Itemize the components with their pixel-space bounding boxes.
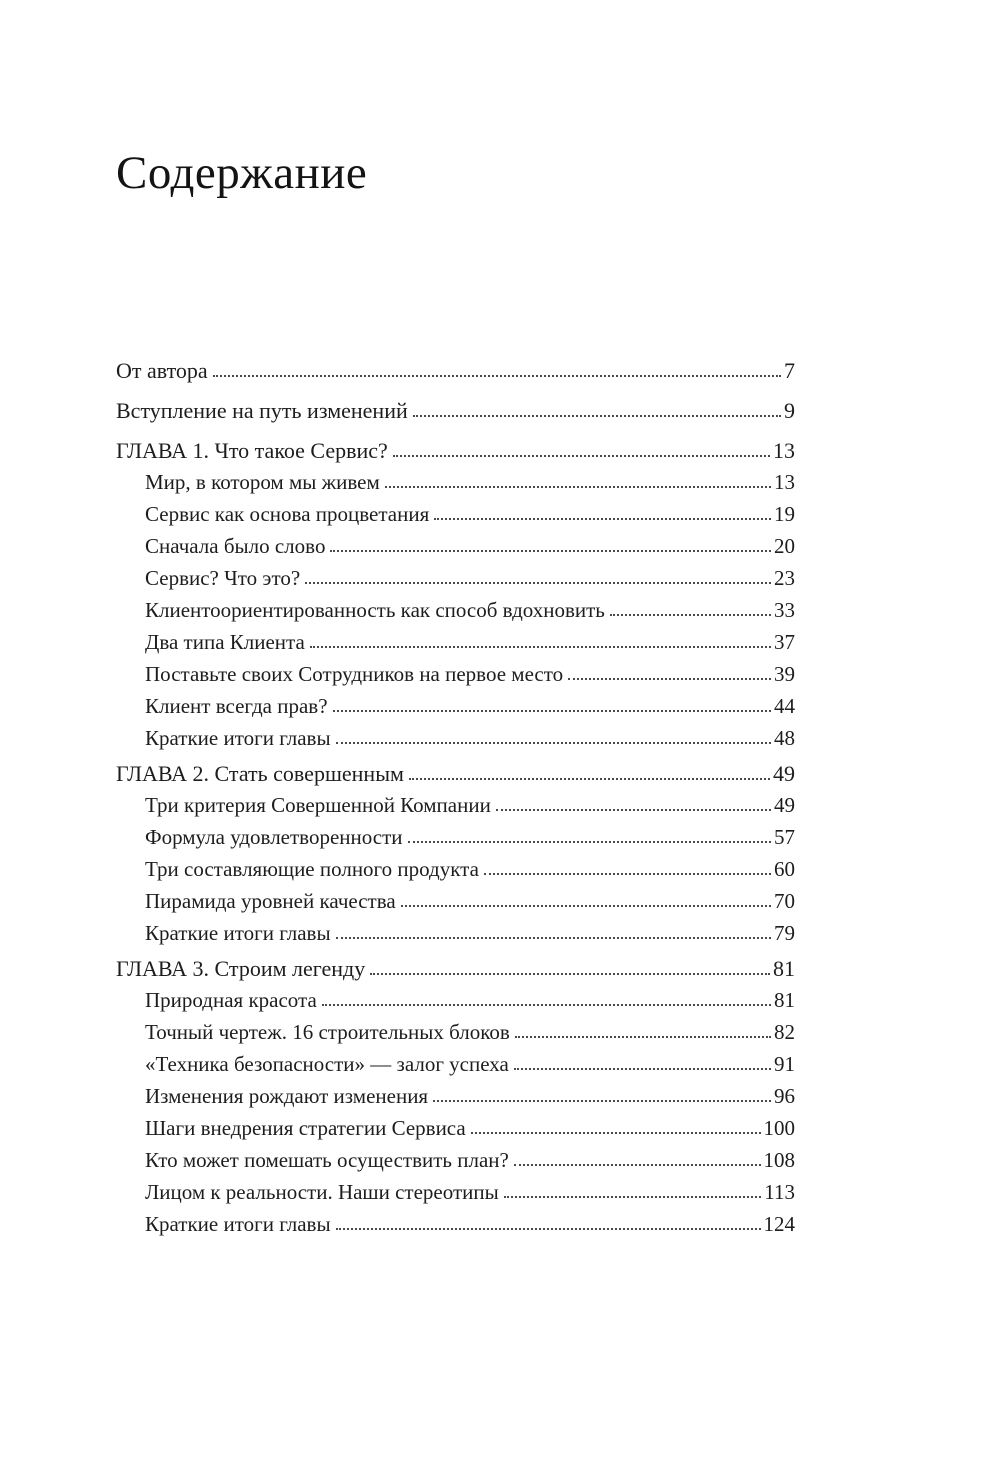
toc-entry <box>116 858 795 880</box>
toc-entry-page-number: 113 <box>764 1179 795 1204</box>
toc-entry-page-number: 108 <box>763 1147 795 1172</box>
toc-entry <box>116 794 795 816</box>
toc-entry-label: Три критерия Совершенной Компании <box>145 792 491 817</box>
toc-entry <box>116 1181 795 1203</box>
toc-entry-label: ГЛАВА 1. Что такое Сервис? <box>116 437 388 463</box>
toc-entry <box>116 399 795 422</box>
dot-leader <box>385 486 771 488</box>
toc-entry-label: Сначала было слово <box>145 533 326 558</box>
dot-leader <box>610 614 771 616</box>
toc-entry-label: Кто может помешать осуществить план? <box>145 1147 509 1172</box>
toc-entry-page-number: 96 <box>774 1083 795 1108</box>
toc-entry-page-number: 48 <box>774 725 795 750</box>
dot-leader <box>322 1004 771 1006</box>
toc-entry-label: Сервис как основа процветания <box>145 501 430 526</box>
dot-leader <box>433 1100 771 1102</box>
toc-entry <box>116 1149 795 1171</box>
dot-leader <box>393 455 770 457</box>
toc-entry <box>116 1117 795 1139</box>
toc-entry-page-number: 81 <box>773 955 795 981</box>
toc-entry-page-number: 49 <box>774 792 795 817</box>
toc-entry <box>116 631 795 653</box>
toc-entry-page-number: 9 <box>784 397 795 423</box>
toc-entry-page-number: 60 <box>774 856 795 881</box>
toc-entry-label: Изменения рождают изменения <box>145 1083 429 1108</box>
toc-entry <box>116 890 795 912</box>
toc-entry-label: Поставьте своих Сотрудников на первое место <box>145 661 564 686</box>
toc-entry-page-number: 124 <box>763 1211 795 1236</box>
toc-entry <box>116 599 795 621</box>
toc-entry <box>116 922 795 944</box>
toc-entry-label: Клиентоориентированность как способ вдохновить <box>145 597 605 622</box>
toc-entry <box>116 1053 795 1075</box>
dot-leader <box>336 1228 761 1230</box>
dot-leader <box>514 1164 761 1166</box>
toc-entry-page-number: 23 <box>774 565 795 590</box>
dot-leader <box>514 1068 771 1070</box>
toc-entry-page-number: 91 <box>774 1051 795 1076</box>
toc-entry <box>116 567 795 589</box>
toc-entry-label: Краткие итоги главы <box>145 1211 331 1236</box>
toc-entry <box>116 1213 795 1235</box>
toc-entry <box>116 727 795 749</box>
toc-entry <box>116 535 795 557</box>
toc-entry <box>116 471 795 493</box>
toc-entry-label: Мир, в котором мы живем <box>145 469 380 494</box>
toc-entry-label: Шаги внедрения стратегии Сервиса <box>145 1115 466 1140</box>
toc-entry-label: Лицом к реальности. Наши стереотипы <box>145 1179 499 1204</box>
toc-entry-page-number: 70 <box>774 888 795 913</box>
toc-entry-page-number: 7 <box>784 357 795 383</box>
toc-entry-page-number: 57 <box>774 824 795 849</box>
dot-leader <box>310 646 771 648</box>
toc-entry-page-number: 49 <box>773 760 795 786</box>
toc-entry <box>116 957 795 980</box>
toc-entry-label: «Техника безопасности» — залог успеха <box>145 1051 509 1076</box>
toc-entry-page-number: 19 <box>774 501 795 526</box>
toc-entry <box>116 695 795 717</box>
dot-leader <box>504 1196 762 1198</box>
dot-leader <box>330 550 771 552</box>
toc-entry-label: Клиент всегда прав? <box>145 693 328 718</box>
toc-entry-label: Краткие итоги главы <box>145 725 331 750</box>
toc-entry-label: От автора <box>116 357 208 383</box>
dot-leader <box>515 1036 771 1038</box>
toc-entry-page-number: 13 <box>773 437 795 463</box>
dot-leader <box>336 937 771 939</box>
dot-leader <box>305 582 771 584</box>
toc-entry-label: Вступление на путь изменений <box>116 397 408 423</box>
dot-leader <box>401 905 771 907</box>
toc-entry <box>116 989 795 1011</box>
dot-leader <box>496 809 771 811</box>
toc-entry <box>116 503 795 525</box>
toc-entry-label: Сервис? Что это? <box>145 565 301 590</box>
toc-entry-page-number: 39 <box>774 661 795 686</box>
toc-entry-page-number: 20 <box>774 533 795 558</box>
dot-leader <box>568 678 771 680</box>
dot-leader <box>213 375 781 377</box>
toc-entry-page-number: 82 <box>774 1019 795 1044</box>
dot-leader <box>413 415 781 417</box>
toc-entry <box>116 359 795 382</box>
toc-entry-label: Три составляющие полного продукта <box>145 856 479 881</box>
toc-entry-label: Природная красота <box>145 987 317 1012</box>
toc-entry <box>116 439 795 462</box>
toc-entry <box>116 663 795 685</box>
toc-entry <box>116 1085 795 1107</box>
toc-entry-page-number: 81 <box>774 987 795 1012</box>
toc-entry-label: Два типа Клиента <box>145 629 305 654</box>
toc-entry-page-number: 100 <box>763 1115 795 1140</box>
toc-entry-page-number: 37 <box>774 629 795 654</box>
dot-leader <box>471 1132 761 1134</box>
dot-leader <box>434 518 771 520</box>
toc-entry-page-number: 13 <box>774 469 795 494</box>
toc-entry-label: ГЛАВА 3. Строим легенду <box>116 955 366 981</box>
dot-leader <box>336 742 771 744</box>
toc-entry <box>116 762 795 785</box>
dot-leader <box>408 841 772 843</box>
toc-entry-label: Пирамида уровней качества <box>145 888 396 913</box>
toc-entry-page-number: 44 <box>774 693 795 718</box>
dot-leader <box>333 710 771 712</box>
toc-entry-label: Точный чертеж. 16 строительных блоков <box>145 1019 510 1044</box>
dot-leader <box>484 873 771 875</box>
toc-list <box>116 359 795 1235</box>
toc-entry-label: Формула удовлетворенности <box>145 824 403 849</box>
dot-leader <box>370 973 770 975</box>
toc-entry-label: ГЛАВА 2. Стать совершенным <box>116 760 404 786</box>
dot-leader <box>409 778 770 780</box>
toc-entry-label: Краткие итоги главы <box>145 920 331 945</box>
toc-entry <box>116 1021 795 1043</box>
toc-entry <box>116 826 795 848</box>
page-title: Содержание <box>116 147 368 199</box>
toc-entry-page-number: 33 <box>774 597 795 622</box>
toc-entry-page-number: 79 <box>774 920 795 945</box>
